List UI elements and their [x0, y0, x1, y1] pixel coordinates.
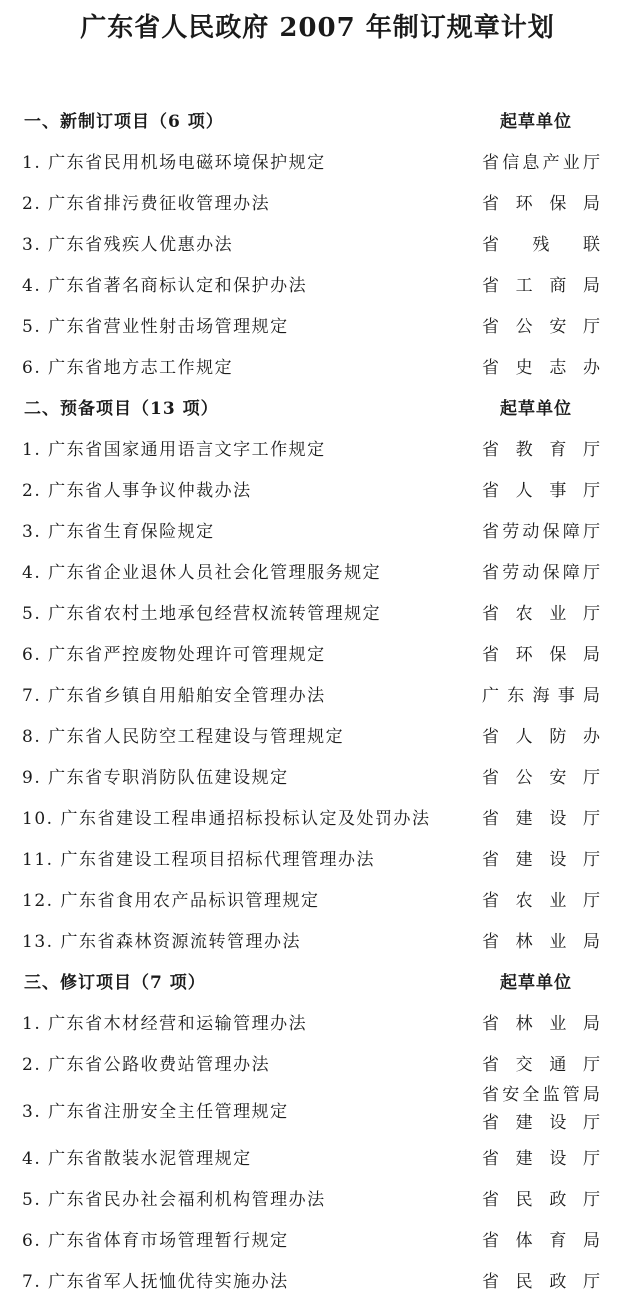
- drafting-unit: 省公安厅: [482, 317, 600, 337]
- drafting-unit: 省农业厅: [482, 891, 600, 911]
- section-heading: 三、修订项目（7 项）: [24, 973, 206, 993]
- regulation-name: 12. 广东省食用农产品标识管理规定: [22, 891, 320, 911]
- regulation-name: 5. 广东省农村土地承包经营权流转管理规定: [22, 604, 382, 624]
- regulation-name: 2. 广东省排污费征收管理办法: [22, 194, 271, 214]
- drafting-unit: 广东海事局: [482, 686, 600, 706]
- list-item: [0, 471, 635, 512]
- drafting-unit: 省环保局: [482, 194, 600, 214]
- drafting-unit: 省人防办: [482, 727, 600, 747]
- drafting-unit: 省人事厅: [482, 481, 600, 501]
- list-item: [0, 348, 635, 389]
- section-header: [0, 102, 635, 143]
- regulation-name: 2. 广东省公路收费站管理办法: [22, 1055, 271, 1075]
- regulation-plan-list: [0, 102, 635, 1303]
- list-item: [0, 799, 635, 840]
- drafting-unit: 省建设厅: [482, 1113, 600, 1133]
- list-item: [0, 143, 635, 184]
- drafting-unit: 省建设厅: [482, 809, 600, 829]
- regulation-name: 7. 广东省军人抚恤优待实施办法: [22, 1272, 289, 1292]
- drafting-unit: 省体育局: [482, 1231, 600, 1251]
- list-item: [0, 1180, 635, 1221]
- list-item: [0, 840, 635, 881]
- list-item: [0, 1004, 635, 1045]
- drafting-unit-header: 起草单位: [500, 973, 572, 993]
- list-item: [0, 553, 635, 594]
- regulation-name: 8. 广东省人民防空工程建设与管理规定: [22, 727, 345, 747]
- list-item: [0, 430, 635, 471]
- regulation-name: 2. 广东省人事争议仲裁办法: [22, 481, 252, 501]
- drafting-unit: 省信息产业厅: [482, 153, 600, 173]
- list-item: [0, 512, 635, 553]
- regulation-name: 10. 广东省建设工程串通招标投标认定及处罚办法: [22, 809, 431, 829]
- regulation-name: 6. 广东省地方志工作规定: [22, 358, 234, 378]
- drafting-unit: 省残联: [482, 235, 600, 255]
- drafting-unit: 省劳动保障厅: [482, 563, 600, 583]
- section-heading: 二、预备项目（13 项）: [24, 399, 219, 419]
- list-item: [0, 758, 635, 799]
- list-item: [0, 1139, 635, 1180]
- list-item: [0, 266, 635, 307]
- regulation-name: 4. 广东省企业退休人员社会化管理服务规定: [22, 563, 382, 583]
- drafting-unit: 省史志办: [482, 358, 600, 378]
- list-item: [0, 922, 635, 963]
- regulation-name: 9. 广东省专职消防队伍建设规定: [22, 768, 289, 788]
- document-title: 广东省人民政府 2007 年制订规章计划: [80, 13, 555, 43]
- regulation-name: 6. 广东省体育市场管理暂行规定: [22, 1231, 289, 1251]
- regulation-name: 3. 广东省残疾人优惠办法: [22, 235, 234, 255]
- regulation-name: 7. 广东省乡镇自用船舶安全管理办法: [22, 686, 326, 706]
- list-item: [0, 881, 635, 922]
- drafting-unit: 省教育厅: [482, 440, 600, 460]
- drafting-unit-header: 起草单位: [500, 399, 572, 419]
- list-item: [0, 635, 635, 676]
- list-item: [0, 1086, 635, 1139]
- regulation-name: 1. 广东省民用机场电磁环境保护规定: [22, 153, 326, 173]
- drafting-unit: 省建设厅: [482, 1149, 600, 1169]
- regulation-name: 13. 广东省森林资源流转管理办法: [22, 932, 301, 952]
- list-item: [0, 594, 635, 635]
- regulation-name: 3. 广东省生育保险规定: [22, 522, 215, 542]
- list-item: [0, 225, 635, 266]
- regulation-name: 11. 广东省建设工程项目招标代理管理办法: [22, 850, 375, 870]
- drafting-unit: 省工商局: [482, 276, 600, 296]
- regulation-name: 6. 广东省严控废物处理许可管理规定: [22, 645, 326, 665]
- drafting-unit: 省环保局: [482, 645, 600, 665]
- drafting-unit: 省林业局: [482, 932, 600, 952]
- regulation-name: 4. 广东省散装水泥管理规定: [22, 1149, 252, 1169]
- section-header: [0, 963, 635, 1004]
- list-item: [0, 676, 635, 717]
- list-item: [0, 717, 635, 758]
- list-item: [0, 1262, 635, 1303]
- regulation-name: 5. 广东省营业性射击场管理规定: [22, 317, 289, 337]
- drafting-unit: 省民政厅: [482, 1272, 600, 1292]
- drafting-unit: 省林业局: [482, 1014, 600, 1034]
- regulation-name: 4. 广东省著名商标认定和保护办法: [22, 276, 308, 296]
- regulation-name: 1. 广东省国家通用语言文字工作规定: [22, 440, 326, 460]
- section-header: [0, 389, 635, 430]
- regulation-name: 3. 广东省注册安全主任管理规定: [22, 1102, 289, 1122]
- drafting-unit: 省交通厅: [482, 1055, 600, 1075]
- list-item: [0, 184, 635, 225]
- drafting-unit: 省公安厅: [482, 768, 600, 788]
- regulation-name: 5. 广东省民办社会福利机构管理办法: [22, 1190, 326, 1210]
- regulation-name: 1. 广东省木材经营和运输管理办法: [22, 1014, 308, 1034]
- drafting-unit: 省民政厅: [482, 1190, 600, 1210]
- section-heading: 一、新制订项目（6 项）: [24, 112, 224, 132]
- drafting-unit-header: 起草单位: [500, 112, 572, 132]
- drafting-unit: 省农业厅: [482, 604, 600, 624]
- list-item: [0, 307, 635, 348]
- drafting-unit: 省安全监管局: [482, 1085, 600, 1105]
- list-item: [0, 1221, 635, 1262]
- drafting-unit: 省建设厅: [482, 850, 600, 870]
- drafting-unit: 省劳动保障厅: [482, 522, 600, 542]
